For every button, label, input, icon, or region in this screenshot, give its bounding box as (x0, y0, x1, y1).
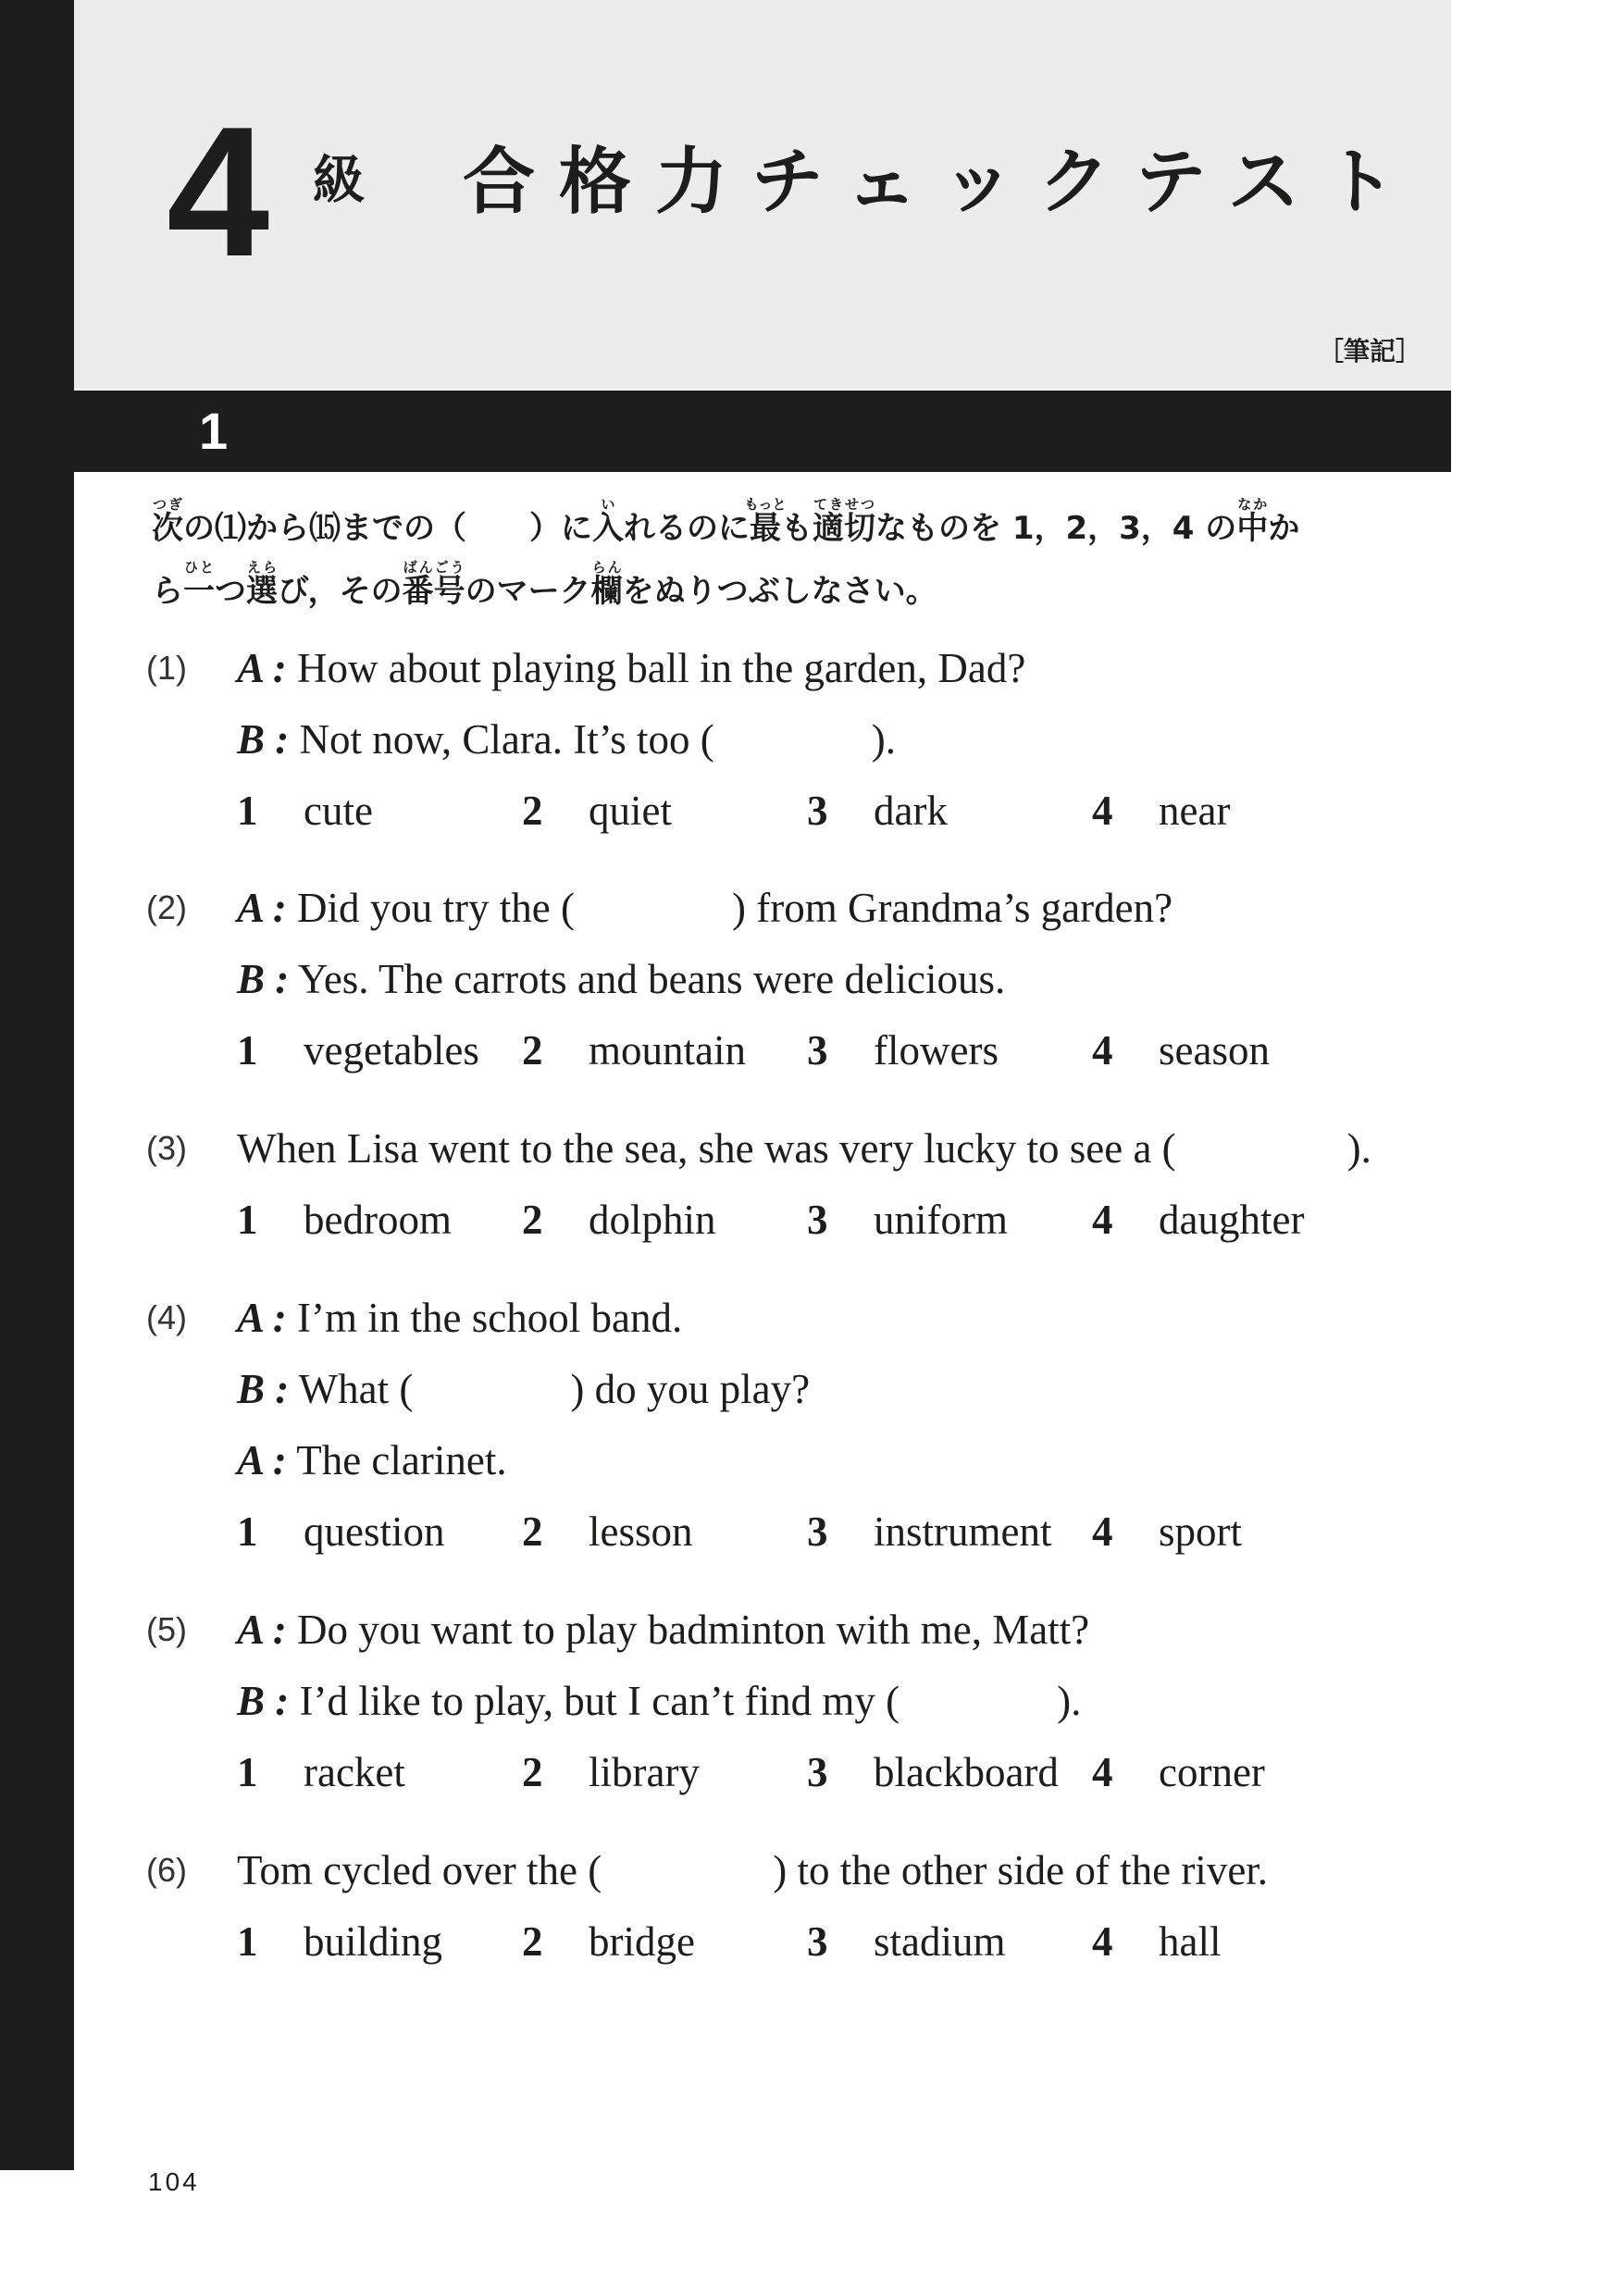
furigana: てきせつ (813, 496, 875, 513)
question-line (237, 1294, 682, 1342)
ruby-word (1236, 496, 1269, 547)
kanji: 適切 (813, 510, 875, 547)
choice-2[interactable] (522, 1748, 700, 1796)
choice-2[interactable] (522, 1196, 716, 1244)
question-text: Yes. The carrots and beans were delicious. (289, 956, 1006, 1002)
ruby-word (590, 559, 623, 610)
question-line (237, 884, 1173, 932)
kanji: 入 (592, 510, 624, 547)
choice-number: 4 (1092, 1027, 1113, 1074)
choice-number: 1 (237, 1508, 258, 1555)
choice-text: hall (1159, 1918, 1222, 1965)
choice-text: mountain (589, 1027, 746, 1074)
question-text: When Lisa went to the sea, she was very lucky to see a ( (237, 1125, 1176, 1172)
question-number: (1) (146, 649, 187, 687)
question-text: Not now, Clara. It’s too ( (289, 716, 714, 763)
question-text: Do you want to play badminton with me, Matt? (286, 1607, 1090, 1653)
page-title: 合格力チェックテスト (463, 141, 1421, 224)
question-text: ) from Grandma’s garden? (731, 885, 1173, 931)
choice-number: 4 (1092, 1508, 1113, 1555)
question-number: (2) (146, 888, 187, 926)
choice-text: blackboard (874, 1749, 1059, 1795)
choice-number: 4 (1092, 1918, 1113, 1965)
choice-4[interactable] (1092, 1196, 1304, 1244)
question-text: The clarinet. (286, 1437, 507, 1483)
question-number: (3) (146, 1129, 187, 1167)
choice-text: dark (874, 788, 948, 834)
ruby-word (744, 496, 787, 547)
question-number: (5) (146, 1610, 187, 1648)
choice-number: 4 (1092, 1749, 1113, 1795)
choice-number: 1 (237, 1027, 258, 1074)
furigana: い (592, 496, 624, 513)
choice-2[interactable] (522, 1508, 693, 1556)
grade-label: 級 (313, 151, 365, 211)
choice-number: 2 (522, 1197, 543, 1243)
speaker-label: B : (237, 956, 290, 1002)
page-number: 104 (148, 2167, 200, 2196)
choice-1[interactable] (237, 1917, 442, 1966)
answer-choices (237, 1917, 1440, 1966)
speaker-label: A : (237, 645, 287, 691)
choice-3[interactable] (807, 1196, 1008, 1244)
question-text: ) to the other side of the river. (773, 1847, 1269, 1893)
choice-text: uniform (874, 1197, 1008, 1243)
choice-text: cute (304, 788, 373, 834)
choice-number: 2 (522, 1918, 543, 1965)
question-number: (6) (146, 1851, 187, 1889)
question-text: What ( (289, 1366, 414, 1412)
choice-number: 2 (522, 1027, 543, 1074)
question-text: ). (1346, 1125, 1371, 1172)
choice-4[interactable] (1092, 1917, 1221, 1966)
choice-number: 3 (807, 1508, 828, 1555)
choice-number: 2 (522, 1508, 543, 1555)
ruby-word (246, 559, 278, 610)
question-line (237, 1606, 1089, 1654)
kanji: 番号 (402, 573, 465, 610)
choice-3[interactable] (807, 1026, 999, 1074)
text: れるのに (624, 510, 750, 547)
choice-number: 3 (807, 1027, 828, 1074)
section-number: 1 (199, 402, 229, 460)
furigana: つぎ (152, 496, 183, 513)
choice-3[interactable] (807, 1748, 1059, 1796)
ruby-word (152, 496, 183, 547)
choice-text: near (1159, 788, 1231, 834)
choice-text: sport (1159, 1508, 1242, 1555)
choice-text: racket (304, 1749, 405, 1795)
choice-text: quiet (589, 788, 672, 834)
text: も (781, 510, 813, 547)
kanji: 最 (744, 510, 787, 547)
choice-text: library (589, 1749, 700, 1795)
choice-2[interactable] (522, 787, 672, 835)
choice-text: lesson (589, 1508, 693, 1555)
choice-number: 3 (807, 788, 828, 834)
furigana: らん (590, 559, 623, 576)
ruby-word (813, 496, 875, 547)
choice-2[interactable] (522, 1917, 695, 1966)
question-text: I’m in the school band. (286, 1295, 683, 1341)
choice-text: instrument (874, 1508, 1052, 1555)
furigana: ばんごう (402, 559, 465, 576)
text: をぬりつぶしなさい。 (622, 573, 937, 610)
furigana: ひと (183, 559, 215, 576)
grade-number: 4 (167, 89, 267, 295)
choice-4[interactable] (1092, 787, 1230, 835)
choice-text: bedroom (304, 1197, 452, 1243)
question-text: Tom cycled over the ( (237, 1847, 602, 1893)
answer-choices (237, 787, 1440, 835)
text: なものを 1，2，3，4 の (875, 510, 1237, 547)
question-line (237, 955, 1005, 1003)
furigana: なか (1236, 496, 1269, 513)
choice-1[interactable] (237, 1508, 445, 1556)
choice-number: 4 (1092, 1197, 1113, 1243)
choice-number: 3 (807, 1749, 828, 1795)
choice-text: building (304, 1918, 443, 1965)
choice-text: season (1159, 1027, 1270, 1074)
kanji: 次 (152, 510, 183, 547)
instructions (152, 496, 1457, 622)
question-line (237, 644, 1025, 692)
choice-1[interactable] (237, 1026, 479, 1074)
text: の⑴から⒂までの（ ）に (183, 510, 592, 547)
left-edge-bar (0, 0, 74, 2170)
question-text: I’d like to play, but I can’t find my ( (289, 1678, 900, 1724)
instructions-line-2 (152, 559, 1457, 622)
answer-choices (237, 1196, 1440, 1244)
question-text: How about playing ball in the garden, Dad? (286, 645, 1026, 691)
choice-number: 3 (807, 1197, 828, 1243)
question-number: (4) (146, 1298, 187, 1336)
choice-number: 1 (237, 1749, 258, 1795)
question-text: Did you try the ( (286, 885, 575, 931)
choice-1[interactable] (237, 1196, 452, 1244)
kanji: 中 (1236, 510, 1269, 547)
choice-4[interactable] (1092, 1026, 1270, 1074)
choice-3[interactable] (807, 787, 948, 835)
question-text: ). (871, 716, 897, 763)
furigana: もっと (744, 496, 787, 513)
speaker-label: A : (237, 1607, 287, 1653)
speaker-label: A : (237, 885, 287, 931)
question-line (237, 1846, 1268, 1894)
furigana: えら (246, 559, 278, 576)
choice-1[interactable] (237, 1748, 405, 1796)
question-line (237, 1365, 810, 1413)
question-line (237, 715, 896, 763)
choice-text: bridge (589, 1918, 695, 1965)
choice-text: dolphin (589, 1197, 716, 1243)
section-type-label: ［筆記］ (1318, 336, 1422, 366)
choice-text: corner (1159, 1749, 1265, 1795)
kanji: 一 (183, 573, 215, 610)
ruby-word (183, 559, 215, 610)
choice-4[interactable] (1092, 1748, 1265, 1796)
choice-number: 1 (237, 788, 258, 834)
choice-text: daughter (1159, 1197, 1305, 1243)
text: び，その (278, 573, 403, 610)
choice-number: 3 (807, 1918, 828, 1965)
text: ら (152, 573, 183, 610)
question-line (237, 1677, 1081, 1725)
text: つ (215, 573, 246, 610)
question-text: ) do you play? (570, 1366, 811, 1412)
speaker-label: B : (237, 1366, 290, 1412)
section-bar (74, 391, 1451, 472)
choice-number: 4 (1092, 788, 1113, 834)
speaker-label: B : (237, 716, 290, 763)
choice-number: 1 (237, 1197, 258, 1243)
choice-2[interactable] (522, 1026, 746, 1074)
choice-number: 1 (237, 1918, 258, 1965)
answer-choices (237, 1026, 1440, 1074)
choice-3[interactable] (807, 1917, 1006, 1966)
question-line (237, 1436, 507, 1484)
choice-text: flowers (874, 1027, 999, 1074)
choice-4[interactable] (1092, 1508, 1242, 1556)
choice-1[interactable] (237, 787, 373, 835)
choice-3[interactable] (807, 1508, 1051, 1556)
choice-text: stadium (874, 1918, 1006, 1965)
text: のマーク (465, 573, 591, 610)
kanji: 欄 (590, 573, 623, 610)
speaker-label: B : (237, 1678, 290, 1724)
answer-choices (237, 1748, 1440, 1796)
answer-choices (237, 1508, 1440, 1556)
speaker-label: A : (237, 1295, 287, 1341)
speaker-label: A : (237, 1437, 287, 1483)
choice-number: 2 (522, 788, 543, 834)
instructions-line-1 (152, 496, 1457, 559)
choice-text: question (304, 1508, 445, 1555)
choice-number: 2 (522, 1749, 543, 1795)
question-line (237, 1124, 1371, 1173)
choice-text: vegetables (304, 1027, 479, 1074)
text: か (1268, 510, 1300, 547)
ruby-word (402, 559, 465, 610)
ruby-word (592, 496, 624, 547)
kanji: 選 (246, 573, 278, 610)
question-text: ). (1057, 1678, 1082, 1724)
